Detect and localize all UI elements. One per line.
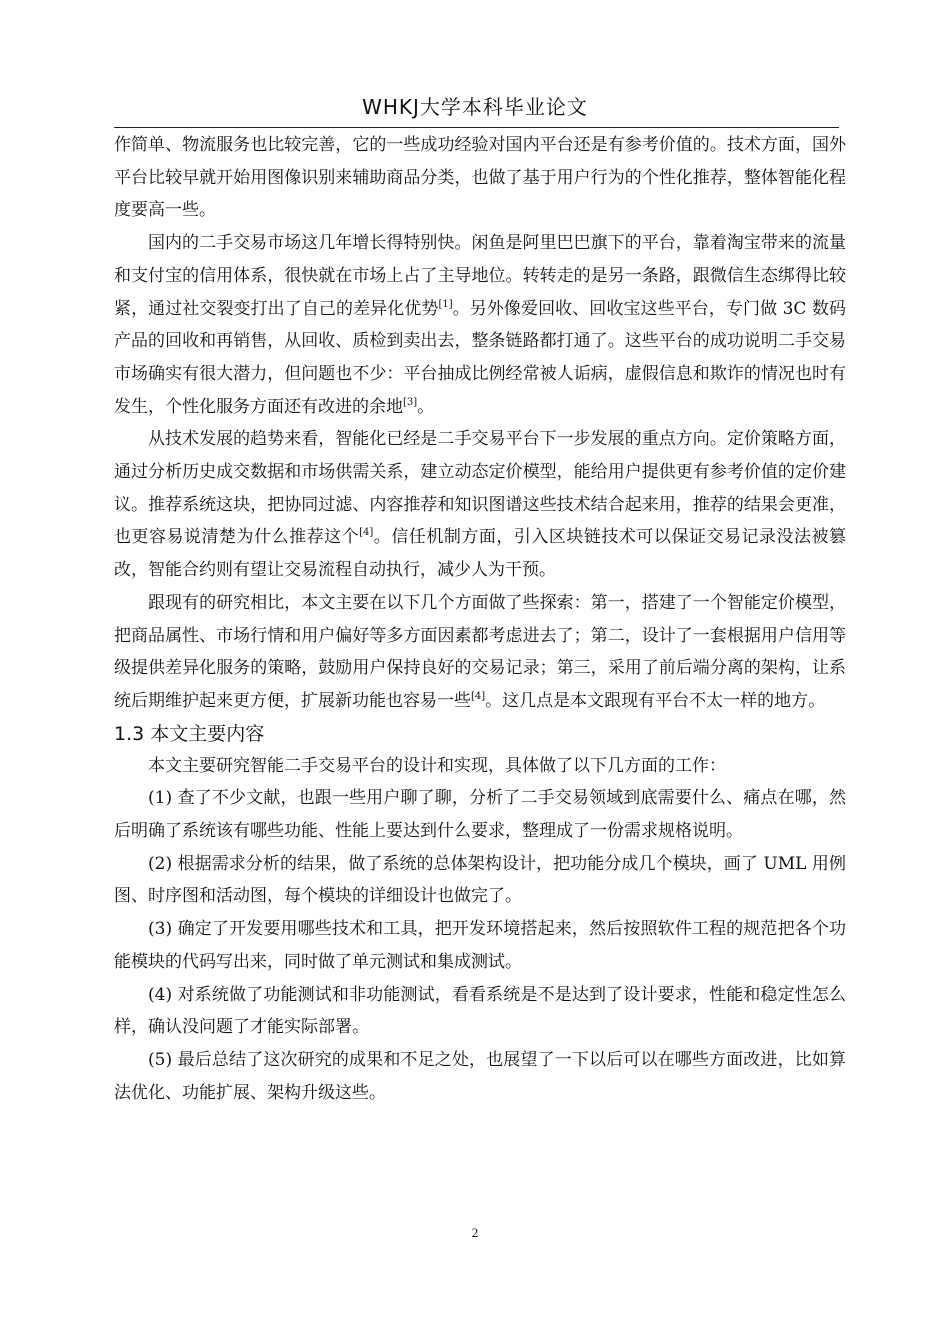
citation-ref: [1] [438,298,453,310]
section-heading: 1.3 本文主要内容 [114,722,265,745]
paragraph-text: 。另外像爱回收、回收宝这些平台，专门做 3C 数码产品的回收和再销售，从回收、质检到卖出去，整条链路都打通了。这些平台的成功说明二手交易市场确实有很大潜力，但问题也不少：平台抽成比例经常被人诟病，虚假信息和欺诈的情况也时有发生，个性化服务方面还有改进的余地 [114,298,847,417]
list-item: (4) 对系统做了功能测试和非功能测试，看看系统是不是达到了设计要求，性能和稳定性怎么样，确认没问题了才能实际部署。 [114,984,846,1038]
section-intro: 本文主要研究智能二手交易平台的设计和实现，具体做了以下几方面的工作： [148,755,726,776]
citation-ref: [3] [403,396,418,408]
citation-ref: [4] [359,527,374,539]
paragraph-text: 。 [417,396,435,417]
citation-ref: [4] [471,690,486,702]
page-number: 2 [471,1225,479,1240]
paragraph-tech-trend [114,423,846,587]
list-item: (1) 查了不少文献，也跟一些用户聊了聊，分析了二手交易领域到底需要什么、痛点在哪，然后明确了系统该有哪些功能、性能上要达到什么要求，整理成了一份需求规格说明。 [114,788,846,842]
list-item: (5) 最后总结了这次研究的成果和不足之处，也展望了一下以后可以在哪些方面改进，比如算法优化、功能扩展、架构升级这些。 [114,1049,846,1103]
paragraph-text: 。信任机制方面，引入区块链技术可以保证交易记录没法被篡改，智能合约则有望让交易流程自动执行，减少人为干预。 [114,527,847,581]
paragraph-text: 跟现有的研究相比，本文主要在以下几个方面做了些探索：第一，搭建了一个智能定价模型，把商品属性、市场行情和用户偏好等多方面因素都考虑进去了；第二，设计了一套根据用户信用等级提供差异化服务的策略，鼓励用户保持良好的交易记录；第三，采用了前后端分离的架构，让系统后期维护起来更方便，扩展新功能也容易一些 [114,592,846,711]
paragraph-text: 从技术发展的趋势来看，智能化已经是二手交易平台下一步发展的重点方向。定价策略方面，通过分析历史成交数据和市场供需关系，建立动态定价模型，能给用户提供更有参考价值的定价建议。推荐系统这块，把协同过滤、内容推荐和知识图谱这些技术结合起来用，推荐的结果会更准，也更容易说清楚为什么推荐这个 [114,429,846,548]
header-divider [114,127,839,128]
paragraph-text: 国内的二手交易市场这几年增长得特别快。闲鱼是阿里巴巴旗下的平台，靠着淘宝带来的流量和支付宝的信用体系，很快就在市场上占了主导地位。转转走的是另一条路，跟微信生态绑得比较紧，通过社交裂变打出了自己的差异化优势 [114,233,846,319]
list-item: (3) 确定了开发要用哪些技术和工具，把开发环境搭起来，然后按照软件工程的规范把各个功能模块的代码写出来，同时做了单元测试和集成测试。 [114,919,846,972]
paragraph-domestic-market [114,227,846,423]
paragraph-continued [114,129,846,227]
paragraph-text: 作简单、物流服务也比较完善，它的一些成功经验对国内平台还是有参考价值的。技术方面，国外平台比较早就开始用图像识别来辅助商品分类，也做了基于用户行为的个性化推荐，整体智能化程度要高一些。 [114,135,846,221]
paragraph-text: 。这几点是本文跟现有平台不太一样的地方。 [485,690,826,711]
page-header-title: WHKJ大学本科毕业论文 [362,95,588,119]
paragraph-contributions [114,587,846,718]
page-body [114,129,846,1109]
list-item: (2) 根据需求分析的结果，做了系统的总体架构设计，把功能分成几个模块，画了 UML 用例图、时序图和活动图，每个模块的详细设计也做完了。 [114,853,846,907]
